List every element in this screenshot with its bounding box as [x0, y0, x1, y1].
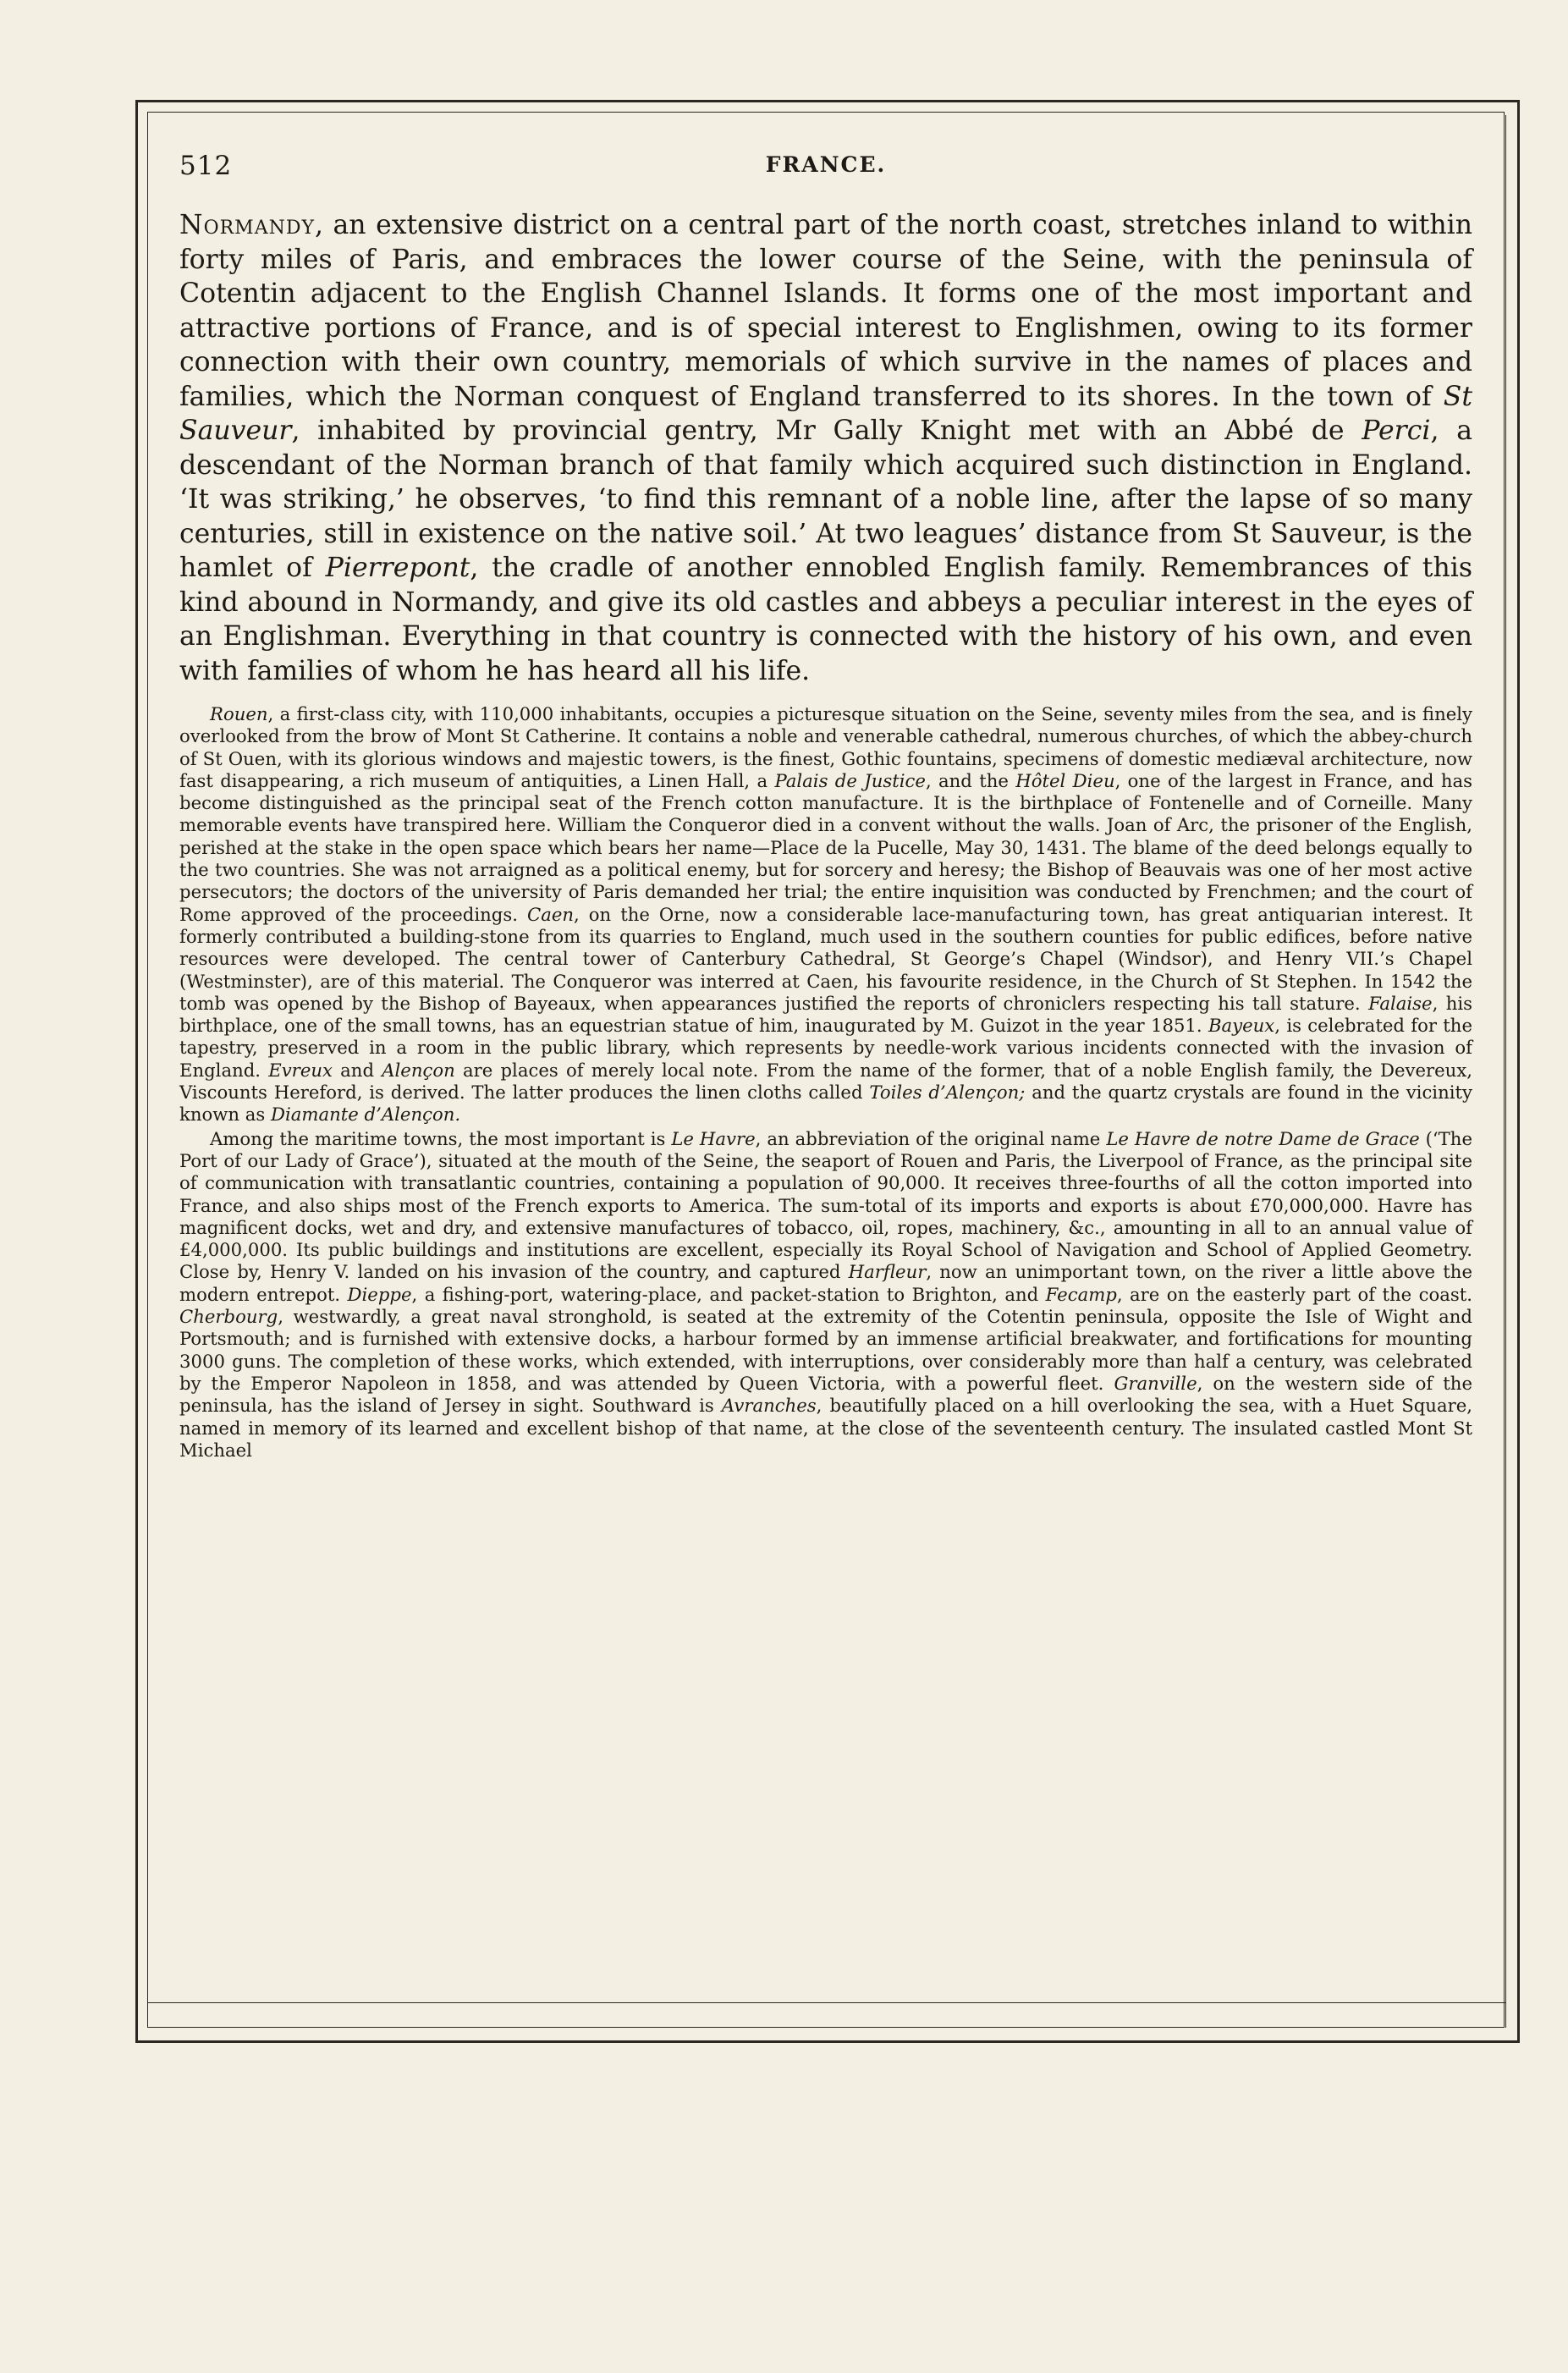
- place-falaise: Falaise: [1368, 992, 1433, 1014]
- bottom-rule: [147, 2002, 1505, 2003]
- place-caen: Caen: [526, 903, 575, 925]
- page-header: [179, 151, 1472, 188]
- rouen-paragraph: Rouen, a first-class city, with 110,000 inhabitants, occupies a picturesque situation on the Seine, seventy miles from the sea, and is finely overlooked from the brow of Mont St Catherine. It contains a noble and venerable cathedral, numerous churches, of which the abbey-church of St Ouen, with its glorious windows and majestic towers, is the finest, Gothic fountains, specimens of domestic mediæval architecture, now fast disappearing, a rich museum of antiquities, a Linen Hall, a Palais de Justice, and the Hôtel Dieu, one of the largest in France, and has become distinguished as the principal seat of the French cotton manufacture. It is the birthplace of Fontenelle and of Corneille. Many memorable events have transpired here. William the Conqueror died in a convent without the walls. Joan of Arc, the prisoner of the English, perished at the stake in the open space which bears her name—Place de la Pucelle, May 30, 1431. The blame of the deed belongs equally to the two countries. She was not arraigned as a political enemy, but for sorcery and heresy; the Bishop of Beauvais was one of her most active persecutors; the doctors of the university of Paris demanded her trial; the entire inquisition was conducted by Frenchmen; and the court of Rome approved of the proceedings. Caen, on the Orne, now a considerable lace-manufacturing town, has great antiquarian interest. It formerly contributed a building-stone from its quarries to England, much used in the southern counties for public edifices, before native resources were developed. The central tower of Canterbury Cathedral, St George’s Chapel (Windsor), and Henry VII.’s Chapel (Westminster), are of this material. The Conqueror was interred at Caen, his favourite residence, in the Church of St Stephen. In 1542 the tomb was opened by the Bishop of Bayeaux, when appearances justified the reports of chroniclers respecting his tall stature. Falaise, his birthplace, one of the small towns, has an equestrian statue of him, inaugurated by M. Guizot in the year 1851. Bayeux, is celebrated for the tapestry, preserved in a room in the public library, which represents by needle-work various incidents connected with the invasion of England. Evreux and Alençon are places of merely local note. From the name of the former, that of a noble English family, the Devereux, Viscounts Hereford, is derived. The latter produces the linen cloths called Toiles d’Alençon; and the quartz crystals are found in the vicinity known as Diamante d’Alençon.: [179, 703, 1473, 1126]
- place-fecamp: Fecamp: [1045, 1283, 1117, 1305]
- place-alencon: Alençon: [382, 1059, 455, 1081]
- havre-paragraph: Among the maritime towns, the most important is Le Havre, an abbreviation of the original name Le Havre de notre Dame de Grace (‘The Port of our Lady of Grace’), situated at the mouth of the Seine, the seaport of Rouen and Paris, the Liverpool of France, as the principal site of communication with transatlantic countries, containing a population of 90,000. It receives three-fourths of all the cotton imported into France, and also ships most of the French exports to America. The sum-total of its imports and exports is about £70,000,000. Havre has magnificent docks, wet and dry, and extensive manufactures of tobacco, oil, ropes, machinery, &c., amounting in all to an annual value of £4,000,000. Its public buildings and institutions are excellent, especially its Royal School of Navigation and School of Applied Geometry. Close by, Henry V. landed on his invasion of the country, and captured Harfleur, now an unimportant town, on the river a little above the modern entrepot. Dieppe, a fishing-port, watering-place, and packet-station to Brighton, and Fecamp, are on the easterly part of the coast. Cherbourg, westwardly, a great naval stronghold, is seated at the extremity of the Cotentin peninsula, opposite the Isle of Wight and Portsmouth; and is furnished with extensive docks, a harbour formed by an immense artificial breakwater, and fortifications for mounting 3000 guns. The completion of these works, which extended, with interruptions, over considerably more than half a century, was celebrated by the Emperor Napoleon in 1858, and was attended by Queen Victoria, with a powerful fleet. Granville, on the western side of the peninsula, has the island of Jersey in sight. Southward is Avranches, beautifully placed on a hill overlooking the sea, with a Huet Square, named in memory of its learned and excellent bishop of that name, at the close of the seventeenth century. The insulated castled Mont St Michael: [179, 1127, 1472, 1461]
- page-edge-line: [1505, 115, 1506, 2028]
- lead-word: Normandy: [179, 210, 315, 240]
- place-cherbourg: Cherbourg: [179, 1306, 278, 1328]
- havre-full-name: Le Havre de notre Dame de Grace: [1106, 1127, 1420, 1149]
- place-rouen: Rouen: [210, 703, 268, 724]
- toiles-dalencon: Toiles d’Alençon;: [869, 1082, 1026, 1104]
- page-number: 512: [179, 151, 233, 181]
- place-harfleur: Harfleur: [848, 1261, 927, 1283]
- name-perci: Perci: [1362, 416, 1431, 446]
- page-content: [179, 151, 1472, 1462]
- place-le-havre: Le Havre: [671, 1127, 756, 1149]
- place-granville: Granville: [1114, 1372, 1197, 1394]
- diamante-dalencon: Diamante d’Alençon.: [271, 1104, 461, 1126]
- palais-de-justice: Palais de Justice: [774, 769, 926, 791]
- place-bayeux: Bayeux: [1208, 1015, 1275, 1037]
- place-pierrepont: Pierrepont: [325, 553, 470, 583]
- place-st-sauveur: St Sauveur: [179, 381, 1472, 446]
- place-dieppe: Dieppe: [347, 1283, 412, 1305]
- intro-paragraph: Normandy, an extensive district on a central part of the north coast, stretches inland to within forty miles of Paris, and embraces the lower course of the Seine, with the peninsula of Cotentin adjacent to the English Channel Islands. It forms one of the most important and attractive portions of France, and is of special interest to Englishmen, owing to its former connection with their own country, memorials of which survive in the names of places and families, which the Norman conquest of England transferred to its shores. In the town of St Sauveur, inhabited by provincial gentry, Mr Gally Knight met with an Abbé de Perci, a descendant of the Norman branch of that family which acquired such distinction in England. ‘It was striking,’ he observes, ‘to find this remnant of a noble line, after the lapse of so many centuries, still in existence on the native soil.’ At two leagues’ distance from St Sauveur, is the hamlet of Pierrepont, the cradle of another ennobled English family. Remembrances of this kind abound in Normandy, and give its old castles and abbeys a peculiar interest in the eyes of an Englishman. Everything in that country is connected with the history of his own, and even with families of whom he has heard all his life.: [179, 210, 1472, 686]
- place-evreux: Evreux: [268, 1059, 333, 1081]
- hotel-dieu: Hôtel Dieu: [1015, 769, 1115, 791]
- place-avranches: Avranches: [721, 1395, 817, 1417]
- running-title: FRANCE.: [765, 152, 887, 177]
